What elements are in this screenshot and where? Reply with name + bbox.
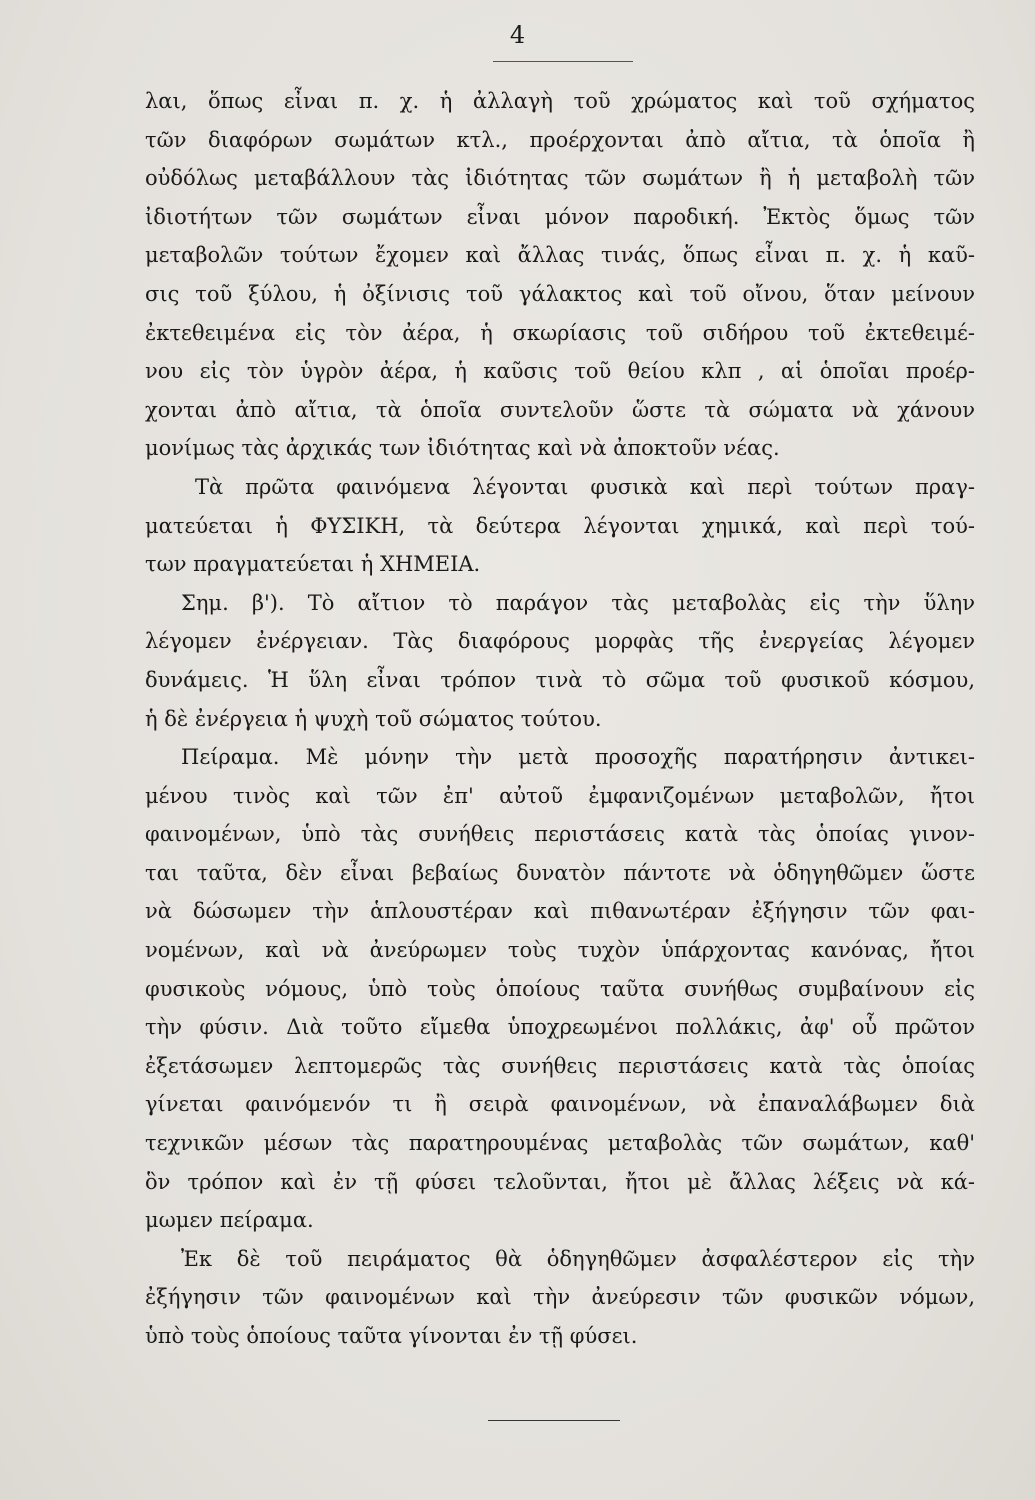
text-line: Τὰ πρῶτα φαινόμενα λέγονται φυσικὰ καὶ περὶ τούτων πραγ-	[195, 474, 975, 499]
text-line: τὴν φύσιν. Διὰ τοῦτο εἴμεθα ὑποχρεωμένοι πολλάκις, ἀφ' οὗ πρῶτον	[145, 1015, 975, 1040]
page-number: 4	[509, 21, 526, 49]
paragraph-5	[145, 1240, 975, 1356]
text-line: ἰδιοτήτων τῶν σωμάτων εἶναι μόνον παροδική. Ἐκτὸς ὅμως τῶν	[145, 204, 975, 229]
text-line: μεταβολῶν τούτων ἔχομεν καὶ ἄλλας τινάς, ὅπως εἶναι π. χ. ἡ καῦ-	[145, 243, 975, 268]
text-line: μονίμως τὰς ἀρχικάς των ἰδιότητας καὶ νὰ ἀποκτοῦν νέας.	[145, 436, 780, 461]
text-line: Σημ. β'). Τὸ αἴτιον τὸ παράγον τὰς μεταβολὰς εἰς τὴν ὕλην	[181, 590, 975, 615]
paragraph-1	[145, 82, 975, 468]
text-line: λέγομεν ἐνέργειαν. Τὰς διαφόρους μορφὰς τῆς ἐνεργείας λέγομεν	[145, 629, 975, 654]
text-line: δυνάμεις. Ἡ ὕλη εἶναι τρόπον τινὰ τὸ σῶμα τοῦ φυσικοῦ κόσμου,	[145, 667, 975, 692]
paragraph-4	[145, 738, 975, 1240]
text-line: ται ταῦτα, δὲν εἶναι βεβαίως δυνατὸν πάντοτε νὰ ὁδηγηθῶμεν ὥστε	[145, 860, 975, 885]
text-line: οὐδόλως μεταβάλλουν τὰς ἰδιότητας τῶν σωμάτων ἢ ἡ μεταβολὴ τῶν	[145, 166, 975, 191]
footer-rule	[488, 1420, 620, 1421]
text-line: σις τοῦ ξύλου, ἡ ὀξίνισις τοῦ γάλακτος καὶ τοῦ οἴνου, ὅταν μείνουν	[145, 281, 975, 306]
text-line: νομένων, καὶ νὰ ἀνεύρωμεν τοὺς τυχὸν ὑπάρχοντας κανόνας, ἤτοι	[145, 938, 975, 963]
body-text	[145, 82, 975, 1356]
paragraph-2	[145, 468, 975, 584]
text-line: Ἐκ δὲ τοῦ πειράματος θὰ ὁδηγηθῶμεν ἀσφαλέστερον εἰς τὴν	[181, 1246, 975, 1271]
text-line: νου εἰς τὸν ὑγρὸν ἀέρα, ἡ καῦσις τοῦ θείου κλπ , αἱ ὁποῖαι προέρ-	[145, 359, 975, 384]
header-rule	[493, 61, 633, 62]
text-line: ματεύεται ἡ ΦΥΣΙΚΗ, τὰ δεύτερα λέγονται χημικά, καὶ περὶ τού-	[145, 513, 975, 538]
text-line: ἐκτεθειμένα εἰς τὸν ἀέρα, ἡ σκωρίασις τοῦ σιδήρου τοῦ ἐκτεθειμέ-	[145, 320, 975, 345]
paragraph-3	[145, 584, 975, 738]
text-line: ἐξετάσωμεν λεπτομερῶς τὰς συνήθεις περιστάσεις κατὰ τὰς ὁποίας	[145, 1053, 975, 1078]
text-line: φυσικοὺς νόμους, ὑπὸ τοὺς ὁποίους ταῦτα συνήθως συμβαίνουν εἰς	[145, 976, 975, 1001]
text-line: λαι, ὅπως εἶναι π. χ. ἡ ἀλλαγὴ τοῦ χρώματος καὶ τοῦ σχήματος	[145, 89, 975, 113]
text-line: ὑπὸ τοὺς ὁποίους ταῦτα γίνονται ἐν τῇ φύσει.	[145, 1324, 638, 1348]
text-line: μένου τινὸς καὶ τῶν ἐπ' αὐτοῦ ἐμφανιζομένων μεταβολῶν, ἤτοι	[145, 783, 975, 808]
text-line: νὰ δώσωμεν τὴν ἁπλουστέραν καὶ πιθανωτέραν ἐξήγησιν τῶν φαι-	[145, 899, 975, 924]
text-line: τῶν διαφόρων σωμάτων κτλ., προέρχονται ἀπὸ αἴτια, τὰ ὁποῖα ἢ	[145, 127, 975, 152]
text-line: χονται ἀπὸ αἴτια, τὰ ὁποῖα συντελοῦν ὥστε τὰ σώματα νὰ χάνουν	[145, 397, 975, 422]
text-line: γίνεται φαινόμενόν τι ἢ σειρὰ φαινομένων, νὰ ἐπαναλάβωμεν διὰ	[145, 1092, 975, 1117]
text-line: ἐξήγησιν τῶν φαινομένων καὶ τὴν ἀνεύρεσιν τῶν φυσικῶν νόμων,	[145, 1285, 975, 1310]
text-line: ὃν τρόπον καὶ ἐν τῇ φύσει τελοῦνται, ἤτοι μὲ ἄλλας λέξεις νὰ κά-	[145, 1169, 975, 1194]
text-line: ἡ δὲ ἐνέργεια ἡ ψυχὴ τοῦ σώματος τούτου.	[145, 706, 602, 731]
text-line: μωμεν πείραμα.	[145, 1208, 314, 1233]
text-line: Πείραμα. Μὲ μόνην τὴν μετὰ προσοχῆς παρατήρησιν ἀντικει-	[181, 745, 975, 770]
text-line: των πραγματεύεται ἡ ΧΗΜΕΙΑ.	[145, 552, 481, 577]
text-line: τεχνικῶν μέσων τὰς παρατηρουμένας μεταβολὰς τῶν σωμάτων, καθ'	[145, 1131, 975, 1156]
text-line: φαινομένων, ὑπὸ τὰς συνήθεις περιστάσεις κατὰ τὰς ὁποίας γινον-	[145, 822, 975, 847]
